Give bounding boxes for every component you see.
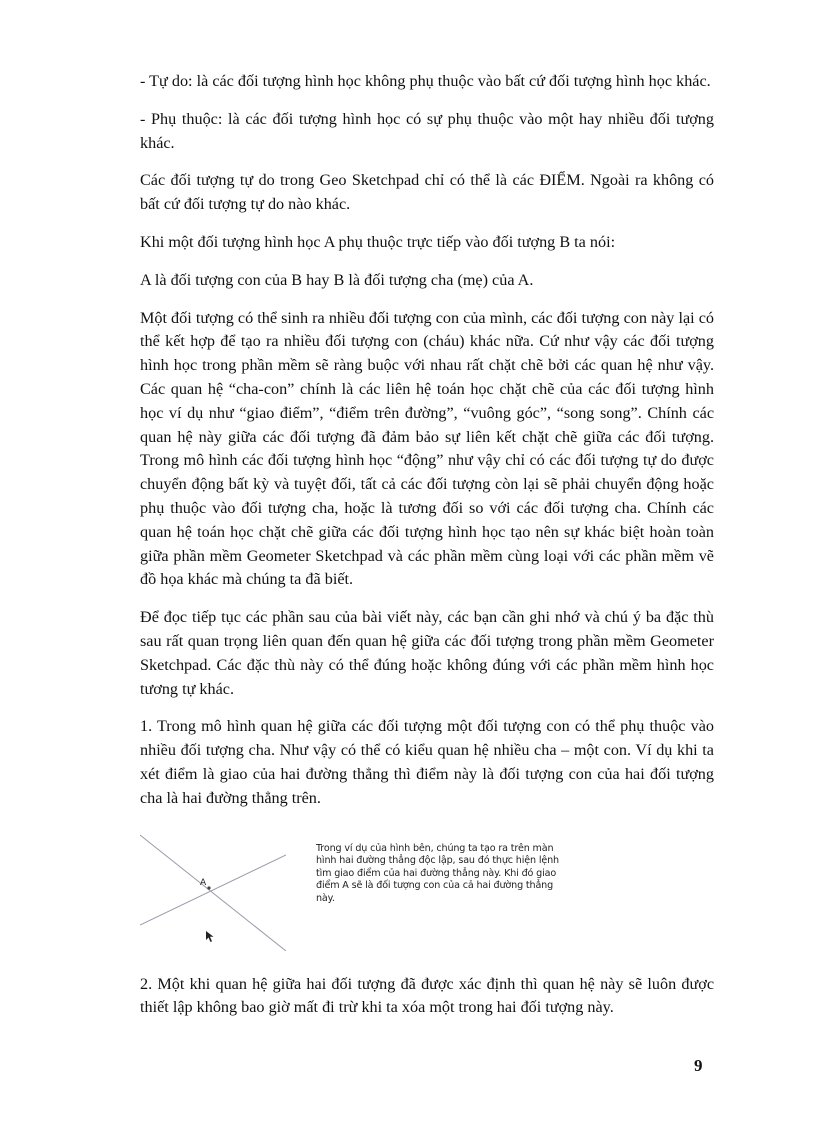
paragraph-free-points: Các đối tượng tự do trong Geo Sketchpad chỉ có thể là các ĐIỂM. Ngoài ra không có bất cứ đối tượng tự do nào khác.	[140, 171, 714, 214]
figure-caption: Trong ví dụ của hình bên, chúng ta tạo ra trên màn hình hai đường thẳng độc lập, sau đó thực hiện lệnh tìm giao điểm của hai đường thẳng này. Khi đó giao điểm A sẽ là đối tượng con của cả hai đường thẳng này.	[316, 842, 559, 904]
paragraph-free-objects: - Tự do: là các đối tượng hình học không phụ thuộc vào bất cứ đối tượng hình học khác.	[140, 72, 711, 90]
document-page	[140, 70, 714, 1034]
paragraph-parent-child: A là đối tượng con của B hay B là đối tượng cha (mẹ) của A.	[140, 270, 534, 289]
point-label: A	[200, 877, 207, 888]
page-number: 9	[694, 1056, 703, 1075]
paragraph-feature-2: 2. Một khi quan hệ giữa hai đối tượng đã được xác định thì quan hệ này sẽ luôn được thiết lập không bao giờ mất đi trừ khi ta xóa một trong hai đối tượng này.	[140, 974, 714, 1017]
paragraph-direct-dependency: Khi một đối tượng hình học A phụ thuộc trực tiếp vào đối tượng B ta nói:	[140, 232, 616, 251]
intersection-point	[207, 886, 210, 889]
line-1	[140, 835, 286, 951]
paragraph-feature-1: 1. Trong mô hình quan hệ giữa các đối tượng một đối tượng con có thể phụ thuộc vào nhiều đối tượng cha. Như vậy có thể có kiểu quan hệ nhiều cha – một con. Ví dụ khi ta xét điểm là giao của hai đường thẳng thì điểm này là đối tượng con của hai đối tượng cha là hai đường thẳng trên.	[140, 717, 714, 807]
paragraph-three-features: Để đọc tiếp tục các phần sau của bài viết này, các bạn cần ghi nhớ và chú ý ba đặc thù sau rất quan trọng liên quan đến quan hệ giữa các đối tượng trong phần mềm Geometer Sketchpad. Các đặc thù này có thể đúng hoặc không đúng với các phần mềm hình học tương tự khác.	[140, 608, 714, 698]
intersection-diagram	[140, 827, 286, 951]
intersection-figure	[140, 827, 714, 951]
line-2	[140, 855, 286, 925]
paragraph-relations: Một đối tượng có thể sinh ra nhiều đối tượng con của mình, các đối tượng con này lại có thể kết hợp để tạo ra nhiều đối tượng con (cháu) khác nữa. Cứ như vậy các đối tượng hình học trong phần mềm sẽ ràng buộc với nhau rất chặt chẽ bởi các quan hệ như vậy. Các quan hệ “cha-con” chính là các liên hệ toán học chặt chẽ của các đối tượng hình học ví dụ như “giao điểm”, “điểm trên đường”, “vuông góc”, “song song”. Chính các quan hệ này giữa các đối tượng đã đảm bảo sự liên kết chặt chẽ giữa các đối tượng. Trong mô hình các đối tượng hình học “động” như vậy chỉ có các đối tượng tự do được chuyển động bất kỳ và tuyệt đối, tất cả các đối tượng còn lại sẽ phải chuyển động hoặc phụ thuộc vào đối tượng cha, hoặc là tương đối so với các đối tượng cha. Chính các quan hệ toán học chặt chẽ giữa các đối tượng hình học tạo nên sự khác biệt hoàn toàn giữa phần mềm Geometer Sketchpad và các phần mềm cùng loại với các phần mềm vẽ đồ họa khác mà chúng ta đã biết.	[140, 308, 714, 589]
cursor-arrow-icon	[206, 931, 214, 942]
paragraph-dependent-objects: - Phụ thuộc: là các đối tượng hình học có sự phụ thuộc vào một hay nhiều đối tượng khác.	[140, 109, 714, 152]
